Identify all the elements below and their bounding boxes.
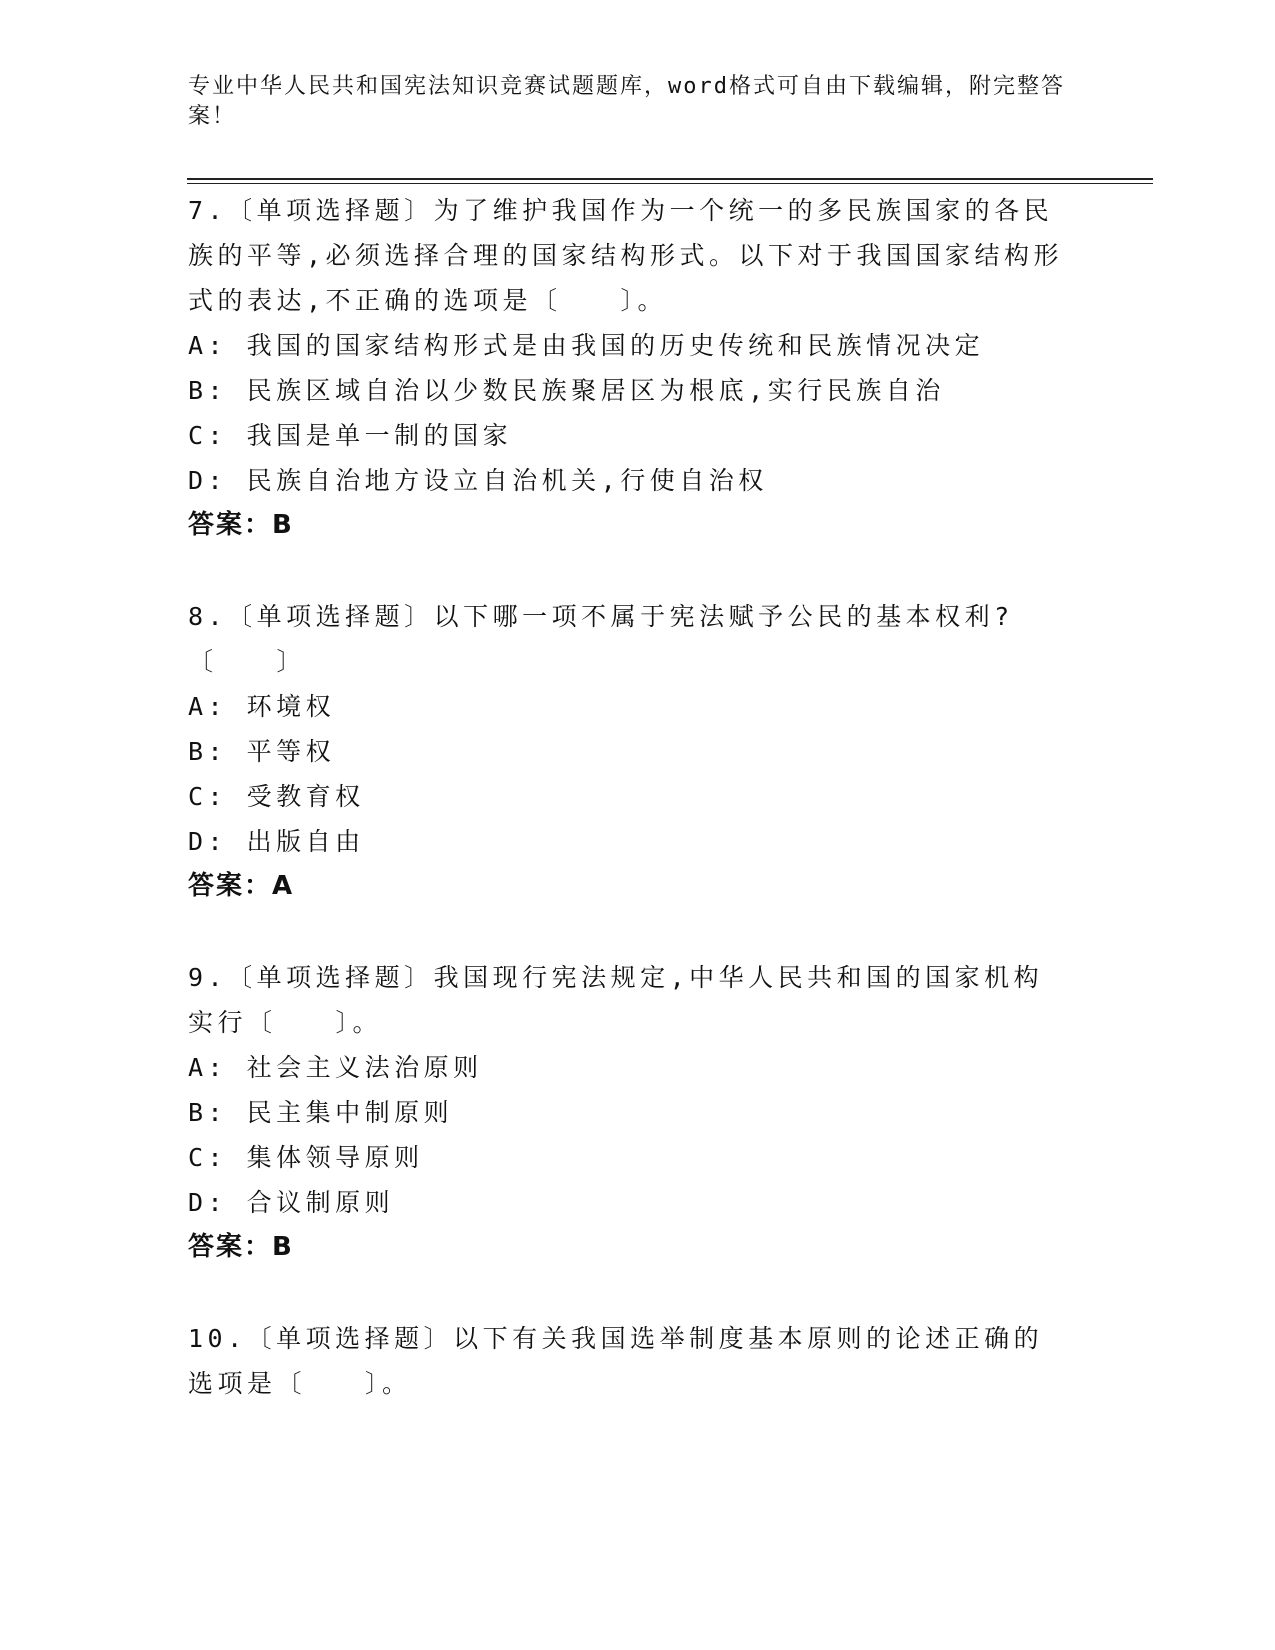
question-10	[188, 1316, 1088, 1406]
document-header: 专业中华人民共和国宪法知识竞赛试题题库，word格式可自由下载编辑，附完整答案！	[188, 74, 1065, 129]
header-rule-thin	[187, 183, 1153, 184]
question-text: 10.〔单项选择题〕以下有关我国选举制度基本原则的论述正确的选项是〔 〕。	[188, 1324, 1044, 1398]
option-a: A: 环境权	[188, 692, 336, 721]
option-c: C: 我国是单一制的国家	[188, 421, 513, 450]
option-c: C: 集体领导原则	[188, 1143, 424, 1172]
question-8	[188, 594, 1088, 909]
question-text: 7.〔单项选择题〕为了维护我国作为一个统一的多民族国家的各民族的平等,必须选择合理的国家结构形式。以下对于我国国家结构形式的表达,不正确的选项是〔 〕。	[188, 196, 1064, 315]
question-7	[188, 188, 1088, 548]
answer: 答案：B	[188, 1232, 294, 1262]
answer: 答案：A	[188, 871, 295, 901]
question-list	[188, 188, 1088, 1406]
question-text: 9.〔单项选择题〕我国现行宪法规定,中华人民共和国的国家机构实行〔 〕。	[188, 963, 1044, 1037]
question-9	[188, 955, 1088, 1270]
option-b: B: 民主集中制原则	[188, 1098, 454, 1127]
option-a: A: 我国的国家结构形式是由我国的历史传统和民族情况决定	[188, 331, 985, 360]
option-d: D: 民族自治地方设立自治机关,行使自治权	[188, 466, 768, 495]
header-rule-thick	[187, 178, 1153, 180]
option-d: D: 出版自由	[188, 827, 365, 856]
question-text: 8.〔单项选择题〕以下哪一项不属于宪法赋予公民的基本权利?〔 〕	[188, 602, 1014, 676]
option-d: D: 合议制原则	[188, 1188, 395, 1217]
option-b: B: 民族区域自治以少数民族聚居区为根底,实行民族自治	[188, 376, 945, 405]
option-c: C: 受教育权	[188, 782, 365, 811]
answer: 答案：B	[188, 510, 294, 540]
option-b: B: 平等权	[188, 737, 336, 766]
option-a: A: 社会主义法治原则	[188, 1053, 483, 1082]
